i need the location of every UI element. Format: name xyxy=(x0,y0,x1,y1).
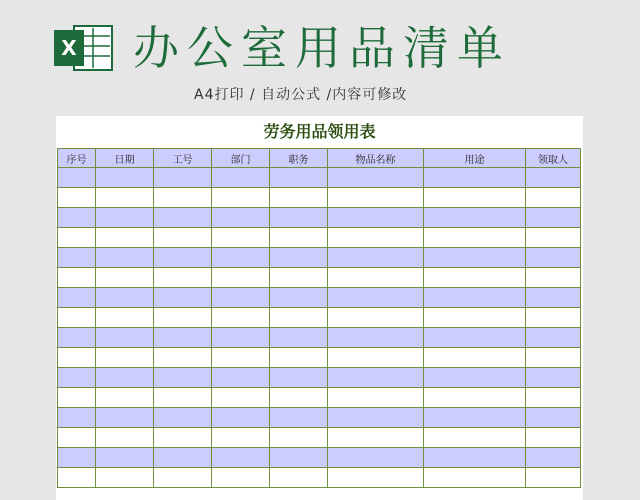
table-cell[interactable] xyxy=(212,208,270,228)
table-cell[interactable] xyxy=(526,428,581,448)
table-cell[interactable] xyxy=(58,228,96,248)
table-row xyxy=(58,268,581,288)
table-cell[interactable] xyxy=(212,348,270,368)
table-cell[interactable] xyxy=(328,248,424,268)
table-cell[interactable] xyxy=(58,348,96,368)
table-cell[interactable] xyxy=(270,428,328,448)
table-cell[interactable] xyxy=(154,308,212,328)
table-cell[interactable] xyxy=(270,328,328,348)
table-cell[interactable] xyxy=(58,328,96,348)
table-row xyxy=(58,288,581,308)
table-row xyxy=(58,328,581,348)
table-cell[interactable] xyxy=(212,308,270,328)
table-cell[interactable] xyxy=(154,448,212,468)
column-header-purpose: 用途 xyxy=(424,149,526,168)
table-cell[interactable] xyxy=(328,208,424,228)
table-cell[interactable] xyxy=(328,368,424,388)
header xyxy=(0,0,640,110)
table-cell[interactable] xyxy=(154,468,212,488)
table-cell[interactable] xyxy=(212,428,270,448)
logo-letter: X xyxy=(61,36,77,60)
table-cell[interactable] xyxy=(96,328,154,348)
table-cell[interactable] xyxy=(96,348,154,368)
table-cell[interactable] xyxy=(424,468,526,488)
table-row xyxy=(58,348,581,368)
table-cell[interactable] xyxy=(96,448,154,468)
table-row xyxy=(58,468,581,488)
table-row xyxy=(58,308,581,328)
table-row xyxy=(58,188,581,208)
table-cell[interactable] xyxy=(328,188,424,208)
table-cell[interactable] xyxy=(96,408,154,428)
table-cell[interactable] xyxy=(270,208,328,228)
table-cell[interactable] xyxy=(526,328,581,348)
table-cell[interactable] xyxy=(58,468,96,488)
table-body xyxy=(58,168,581,488)
table-cell[interactable] xyxy=(58,288,96,308)
table-cell[interactable] xyxy=(154,388,212,408)
table-row xyxy=(58,428,581,448)
column-header-serial: 序号 xyxy=(58,149,96,168)
table-cell[interactable] xyxy=(270,368,328,388)
table-cell[interactable] xyxy=(96,188,154,208)
table-cell[interactable] xyxy=(96,268,154,288)
excel-icon xyxy=(52,20,114,76)
table-row xyxy=(58,168,581,188)
table-cell[interactable] xyxy=(526,228,581,248)
table-cell[interactable] xyxy=(212,368,270,388)
table-cell[interactable] xyxy=(270,348,328,368)
table-row xyxy=(58,228,581,248)
table-cell[interactable] xyxy=(424,248,526,268)
table-cell[interactable] xyxy=(58,208,96,228)
table-cell[interactable] xyxy=(424,408,526,428)
table-cell[interactable] xyxy=(154,248,212,268)
table-cell[interactable] xyxy=(424,348,526,368)
table-cell[interactable] xyxy=(328,428,424,448)
table-cell[interactable] xyxy=(154,188,212,208)
table-cell[interactable] xyxy=(96,428,154,448)
spreadsheet xyxy=(56,116,583,500)
table-cell[interactable] xyxy=(58,448,96,468)
page-title: 办公室用品清单 xyxy=(133,21,511,75)
table-cell[interactable] xyxy=(270,388,328,408)
table-cell[interactable] xyxy=(424,428,526,448)
table-cell[interactable] xyxy=(424,228,526,248)
sheet-title: 劳务用品领用表 xyxy=(263,122,376,141)
table-cell[interactable] xyxy=(328,288,424,308)
table-cell[interactable] xyxy=(270,308,328,328)
table-row xyxy=(58,248,581,268)
table-cell[interactable] xyxy=(526,248,581,268)
table-cell[interactable] xyxy=(212,268,270,288)
table-cell[interactable] xyxy=(328,468,424,488)
table-cell[interactable] xyxy=(526,408,581,428)
table-cell[interactable] xyxy=(154,328,212,348)
table-cell[interactable] xyxy=(58,188,96,208)
table-cell[interactable] xyxy=(212,288,270,308)
table-cell[interactable] xyxy=(328,328,424,348)
table-cell[interactable] xyxy=(212,248,270,268)
table-cell[interactable] xyxy=(96,308,154,328)
table-cell[interactable] xyxy=(270,248,328,268)
table-cell[interactable] xyxy=(424,368,526,388)
table-cell[interactable] xyxy=(212,388,270,408)
table-cell[interactable] xyxy=(424,328,526,348)
table-cell[interactable] xyxy=(58,408,96,428)
table-row xyxy=(58,208,581,228)
table-cell[interactable] xyxy=(212,448,270,468)
column-header-employee-id: 工号 xyxy=(154,149,212,168)
table-cell[interactable] xyxy=(328,268,424,288)
table-row xyxy=(58,408,581,428)
header-row xyxy=(58,149,581,168)
table-cell[interactable] xyxy=(212,228,270,248)
table-cell[interactable] xyxy=(526,208,581,228)
table-cell[interactable] xyxy=(526,288,581,308)
table-cell[interactable] xyxy=(270,228,328,248)
table-cell[interactable] xyxy=(424,168,526,188)
table-row xyxy=(58,368,581,388)
table-cell[interactable] xyxy=(58,268,96,288)
table-cell[interactable] xyxy=(58,388,96,408)
table-cell[interactable] xyxy=(154,348,212,368)
table-cell[interactable] xyxy=(212,408,270,428)
table-cell[interactable] xyxy=(328,388,424,408)
table-cell[interactable] xyxy=(526,448,581,468)
table-cell[interactable] xyxy=(212,168,270,188)
table-cell[interactable] xyxy=(96,368,154,388)
table-cell[interactable] xyxy=(96,468,154,488)
column-header-item-name: 物品名称 xyxy=(328,149,424,168)
table-cell[interactable] xyxy=(424,448,526,468)
table-cell[interactable] xyxy=(154,268,212,288)
column-header-department: 部门 xyxy=(212,149,270,168)
column-header-date: 日期 xyxy=(96,149,154,168)
table-cell[interactable] xyxy=(270,448,328,468)
table-cell[interactable] xyxy=(526,388,581,408)
table-cell[interactable] xyxy=(154,408,212,428)
table-cell[interactable] xyxy=(328,408,424,428)
table-cell[interactable] xyxy=(270,168,328,188)
table-cell[interactable] xyxy=(328,308,424,328)
table-cell[interactable] xyxy=(212,188,270,208)
table-cell[interactable] xyxy=(96,228,154,248)
table-cell[interactable] xyxy=(526,308,581,328)
table-cell[interactable] xyxy=(154,168,212,188)
table-cell[interactable] xyxy=(526,268,581,288)
table-cell[interactable] xyxy=(58,368,96,388)
table-row xyxy=(58,388,581,408)
table-cell[interactable] xyxy=(526,368,581,388)
table-cell[interactable] xyxy=(154,368,212,388)
table-cell[interactable] xyxy=(270,468,328,488)
table-cell[interactable] xyxy=(270,408,328,428)
table-cell[interactable] xyxy=(424,288,526,308)
requisition-table xyxy=(57,148,581,488)
table-cell[interactable] xyxy=(270,268,328,288)
table-cell[interactable] xyxy=(526,468,581,488)
table-cell[interactable] xyxy=(270,288,328,308)
table-cell[interactable] xyxy=(328,448,424,468)
column-header-position: 职务 xyxy=(270,149,328,168)
table-cell[interactable] xyxy=(58,168,96,188)
table-cell[interactable] xyxy=(154,208,212,228)
table-cell[interactable] xyxy=(328,228,424,248)
table-cell[interactable] xyxy=(96,388,154,408)
table-cell[interactable] xyxy=(424,188,526,208)
table-cell[interactable] xyxy=(96,208,154,228)
table-cell[interactable] xyxy=(328,168,424,188)
table-cell[interactable] xyxy=(526,188,581,208)
table-cell[interactable] xyxy=(96,248,154,268)
table-cell[interactable] xyxy=(424,388,526,408)
table-cell[interactable] xyxy=(154,228,212,248)
column-header-recipient: 领取人 xyxy=(526,149,581,168)
page-subtitle: A4打印 / 自动公式 /内容可修改 xyxy=(194,87,408,103)
table-cell[interactable] xyxy=(270,188,328,208)
table-cell[interactable] xyxy=(96,288,154,308)
table-cell[interactable] xyxy=(154,428,212,448)
table-cell[interactable] xyxy=(154,288,212,308)
table-cell[interactable] xyxy=(526,348,581,368)
table-cell[interactable] xyxy=(96,168,154,188)
table-cell[interactable] xyxy=(212,468,270,488)
table-cell[interactable] xyxy=(328,348,424,368)
table-cell[interactable] xyxy=(58,248,96,268)
table-cell[interactable] xyxy=(526,168,581,188)
table-row xyxy=(58,448,581,468)
table-cell[interactable] xyxy=(424,308,526,328)
table-cell[interactable] xyxy=(424,208,526,228)
table-cell[interactable] xyxy=(212,328,270,348)
table-cell[interactable] xyxy=(58,428,96,448)
table-cell[interactable] xyxy=(58,308,96,328)
table-cell[interactable] xyxy=(424,268,526,288)
